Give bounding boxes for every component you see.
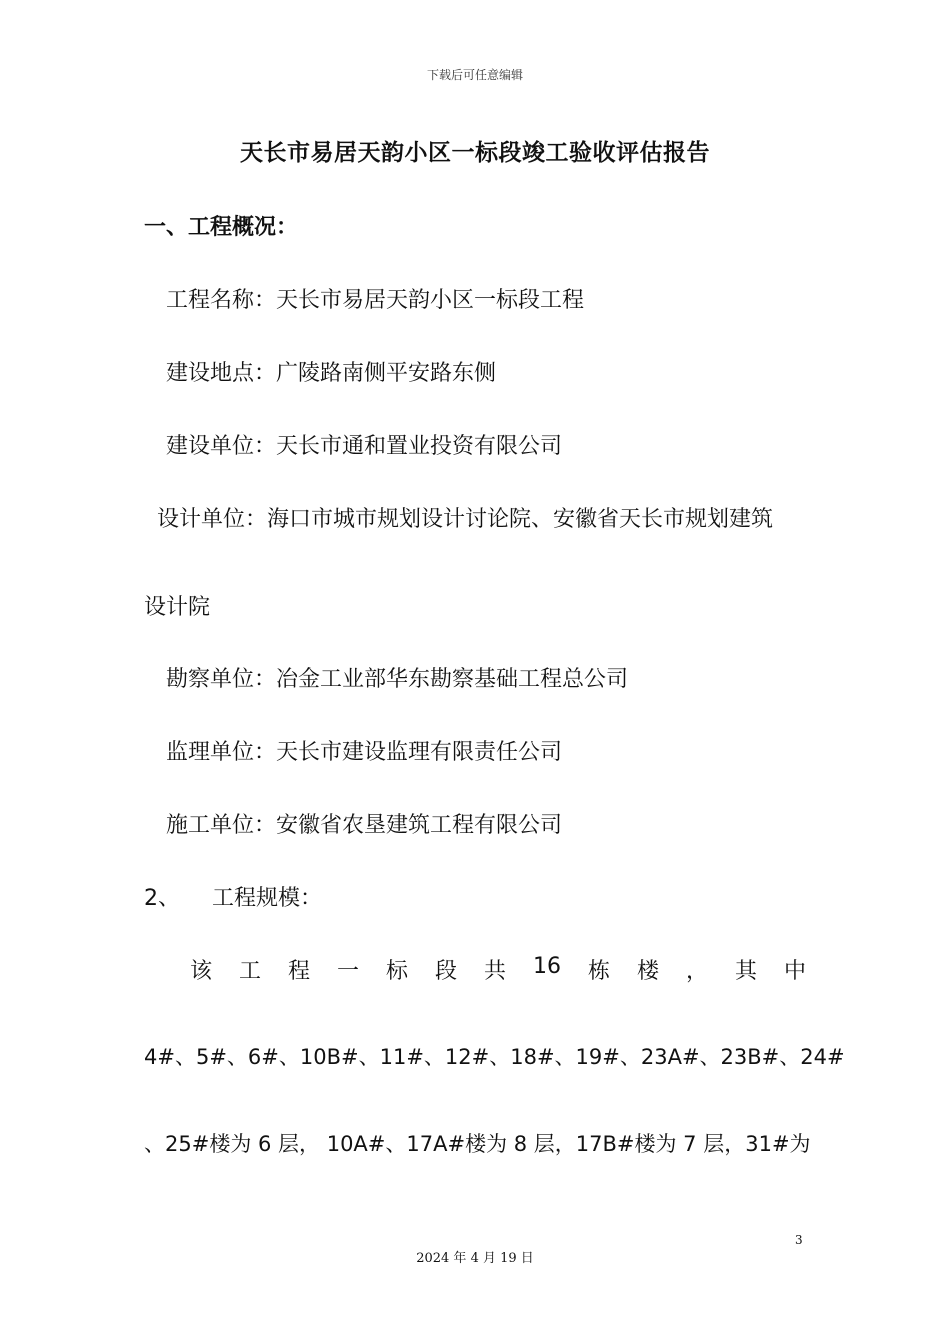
paragraph-char: 程 xyxy=(288,959,311,984)
paragraph-char: 一 xyxy=(337,959,360,984)
paragraph-line-1 xyxy=(190,954,806,985)
section-number: 2、 xyxy=(144,886,180,911)
field-label: 设计单位： xyxy=(157,507,268,532)
section-2-heading xyxy=(144,881,322,912)
field-label: 建设地点： xyxy=(166,361,277,386)
paragraph-char: 其 xyxy=(734,959,757,984)
paragraph-line-3: 、25#楼为 6 层， 10A#、17A#楼为 8 层，17B#楼为 7 层，31#为 xyxy=(144,1132,811,1156)
field-value: 天长市通和置业投资有限公司 xyxy=(276,434,563,459)
paragraph-char: 标 xyxy=(386,959,409,984)
paragraph-line-2: 4#、5#、6#、10B#、11#、12#、18#、19#、23A#、23B#、24# xyxy=(144,1045,845,1069)
footer-date: 2024 年 4 月 19 日 xyxy=(416,1251,534,1266)
field-label: 工程名称： xyxy=(166,288,277,313)
field-value: 天长市建设监理有限责任公司 xyxy=(276,740,563,765)
field-label: 施工单位： xyxy=(166,813,277,838)
paragraph-char: 栋 xyxy=(587,959,610,984)
field-value: 天长市易居天韵小区一标段工程 xyxy=(276,288,585,313)
paragraph-char: 楼 xyxy=(636,959,659,984)
paragraph-char: ， xyxy=(685,959,708,984)
document-title: 天长市易居天韵小区一标段竣工验收评估报告 xyxy=(240,140,710,166)
field-value: 冶金工业部华东勘察基础工程总公司 xyxy=(276,667,629,692)
field-value: 安徽省农垦建筑工程有限公司 xyxy=(276,813,563,838)
field-value: 广陵路南侧平安路东侧 xyxy=(276,361,497,386)
paragraph-char: 16 xyxy=(533,954,561,979)
field-design-unit xyxy=(157,502,773,533)
header-note: 下载后可任意编辑 xyxy=(426,68,523,82)
field-survey-unit xyxy=(166,662,628,693)
field-project-name xyxy=(166,283,584,314)
paragraph-char: 该 xyxy=(190,959,213,984)
field-supervision-unit xyxy=(166,735,562,766)
field-construction-site xyxy=(166,356,496,387)
paragraph-char: 工 xyxy=(239,959,262,984)
field-developer xyxy=(166,429,562,460)
field-design-unit-continuation: 设计院 xyxy=(144,595,211,620)
paragraph-char: 共 xyxy=(484,959,507,984)
paragraph-char: 中 xyxy=(783,959,806,984)
field-label: 建设单位： xyxy=(166,434,277,459)
paragraph-char: 段 xyxy=(435,959,458,984)
section-1-heading: 一、工程概况： xyxy=(144,215,299,240)
field-value: 海口市城市规划设计讨论院、安徽省天长市规划建筑 xyxy=(267,507,774,532)
field-construction-unit xyxy=(166,808,562,839)
field-label: 监理单位： xyxy=(166,740,277,765)
field-label: 勘察单位： xyxy=(166,667,277,692)
page-number: 3 xyxy=(795,1233,803,1247)
section-title: 工程规模： xyxy=(212,886,323,911)
